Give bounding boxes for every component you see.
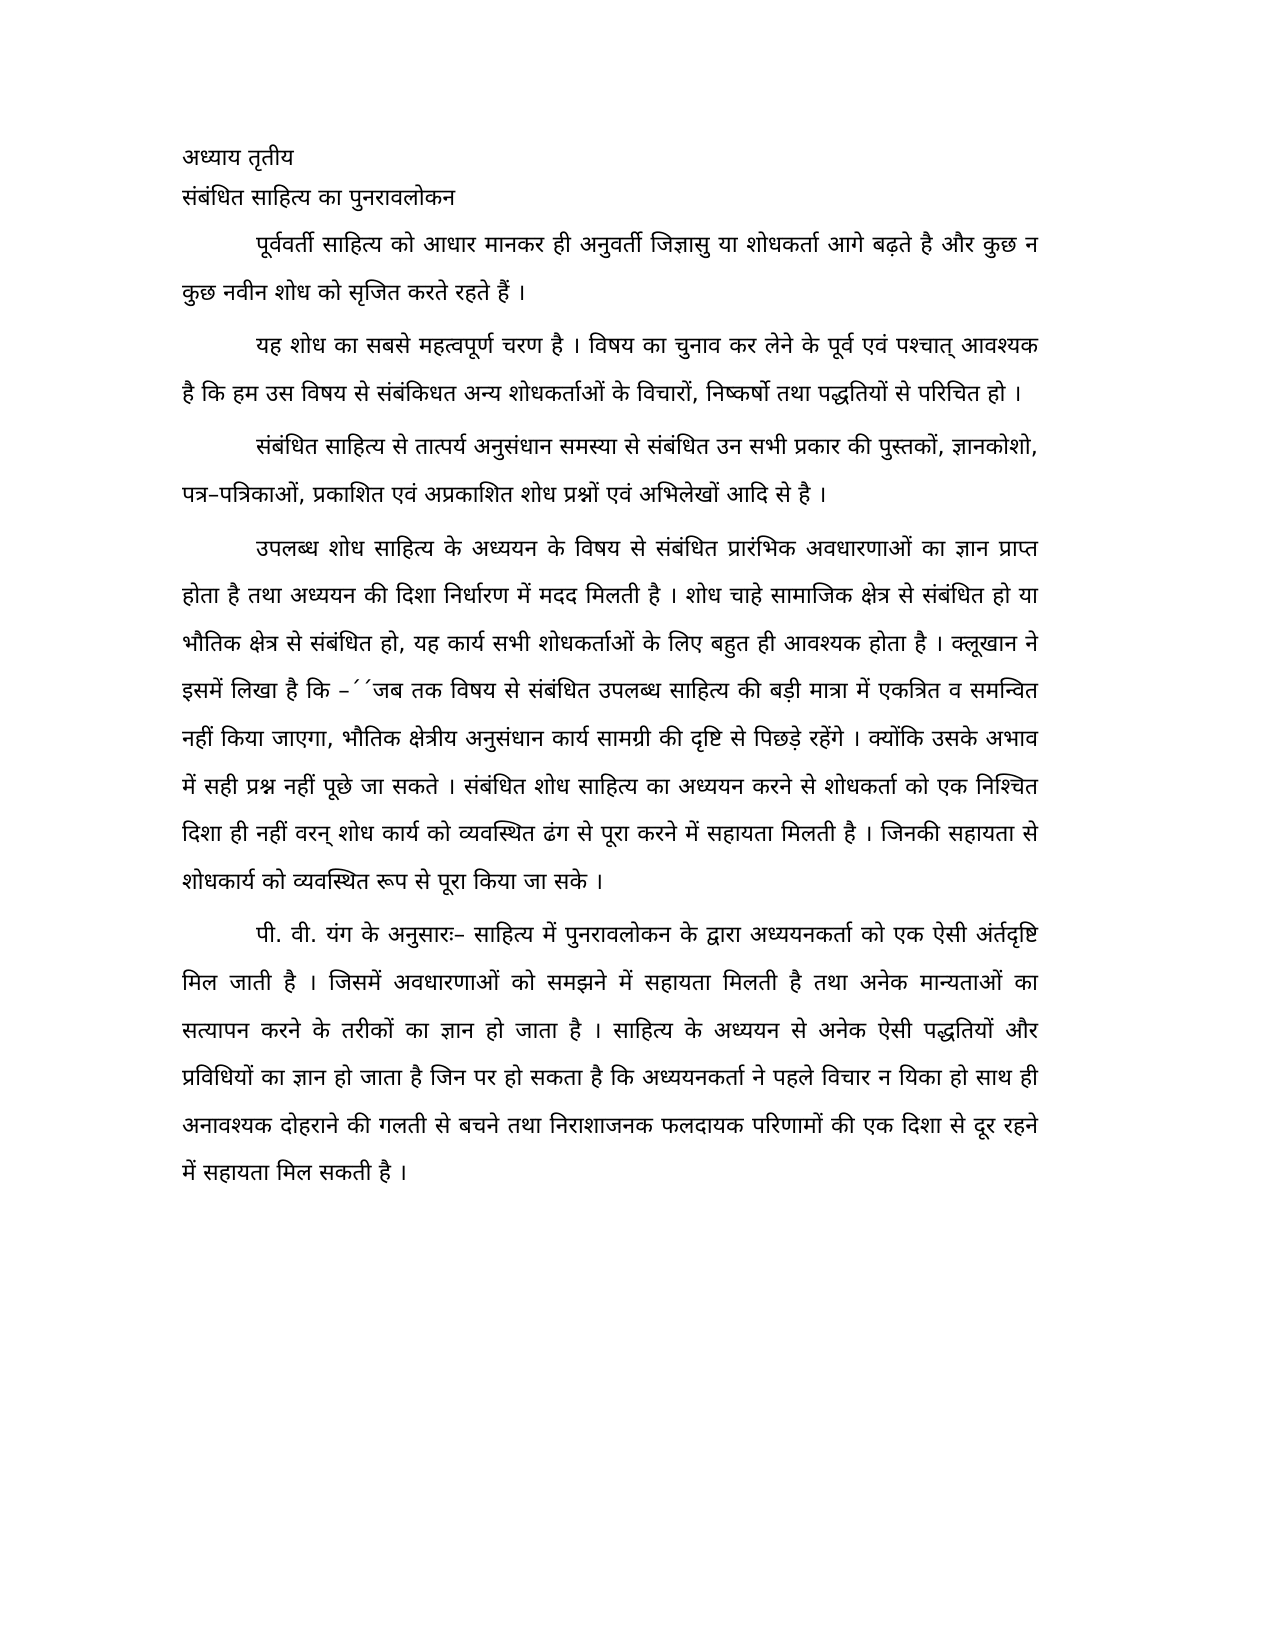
chapter-heading: अध्याय तृतीय xyxy=(182,145,294,171)
document-page xyxy=(182,138,1038,1204)
paragraph: यह शोध का सबसे महत्वपूर्ण चरण है । विषय का चुनाव कर लेने के पूर्व एवं पश्चात् आवश्यक है कि हम उस विषय से संबंकिधत अन्य शोधकर्ताओं के विचारों, निष्कर्षो तथा पद्धतियों से परिचित हो । xyxy=(182,333,1038,407)
paragraph: पी. वी. यंग के अनुसारः– साहित्य में पुनरावलोकन के द्वारा अध्ययनकर्ता को एक ऐसी अंर्तदृष्टि मिल जाती है । जिसमें अवधारणाओं को समझने में सहायता मिलती है तथा अनेक मान्यताओं का सत्यापन करने के तरीकों का ज्ञान हो जाता है । साहित्य के अध्ययन से अनेक ऐसी पद्धतियों और प्रविधियों का ज्ञान हो जाता है जिन पर हो सकता है कि अध्ययनकर्ता ने पहले विचार न यिका हो साथ ही अनावश्यक दोहराने की गलती से बचने तथा निराशाजनक फलदायक परिणामों की एक दिशा से दूर रहने में सहायता मिल सकती है । xyxy=(182,922,1039,1187)
paragraph: उपलब्ध शोध साहित्य के अध्ययन के विषय से संबंधित प्रारंभिक अवधारणाओं का ज्ञान प्राप्त होता है तथा अध्ययन की दिशा निर्धारण में मदद मिलती है । शोध चाहे सामाजिक क्षेत्र से संबंधित हो या भौतिक क्षेत्र से संबंधित हो, यह कार्य सभी शोधकर्ताओं के लिए बहुत ही आवश्यक होता है । क्लूखान ने इसमें लिखा है कि –´´जब तक विषय से संबंधित उपलब्ध साहित्य की बड़ी मात्रा में एकत्रित व समन्वित नहीं किया जाएगा, भौतिक क्षेत्रीय अनुसंधान कार्य सामग्री की दृष्टि से पिछड़े रहेंगे । क्योंकि उसके अभाव में सही प्रश्न नहीं पूछे जा सकते । संबंधित शोध साहित्य का अध्ययन करने से शोधकर्ता को एक निश्चित दिशा ही नहीं वरन् शोध कार्य को व्यवस्थित ढंग से पूरा करने में सहायता मिलती है । जिनकी सहायता से शोधकार्य को व्यवस्थित रूप से पूरा किया जा सके । xyxy=(182,535,1038,895)
paragraph: पूर्ववर्ती साहित्य को आधार मानकर ही अनुवर्ती जिज्ञासु या शोधकर्ता आगे बढ़ते है और कुछ न कुछ नवीन शोध को सृजित करते रहते हैं । xyxy=(182,232,1038,306)
paragraph: संबंधित साहित्य से तात्पर्य अनुसंधान समस्या से संबंधित उन सभी प्रकार की पुस्तकों, ज्ञानकोशो, पत्र–पत्रिकाओं, प्रकाशित एवं अप्रकाशित शोध प्रश्नों एवं अभिलेखों आदि से है । xyxy=(182,434,1038,508)
section-title: संबंधित साहित्य का पुनरावलोकन xyxy=(182,185,456,211)
